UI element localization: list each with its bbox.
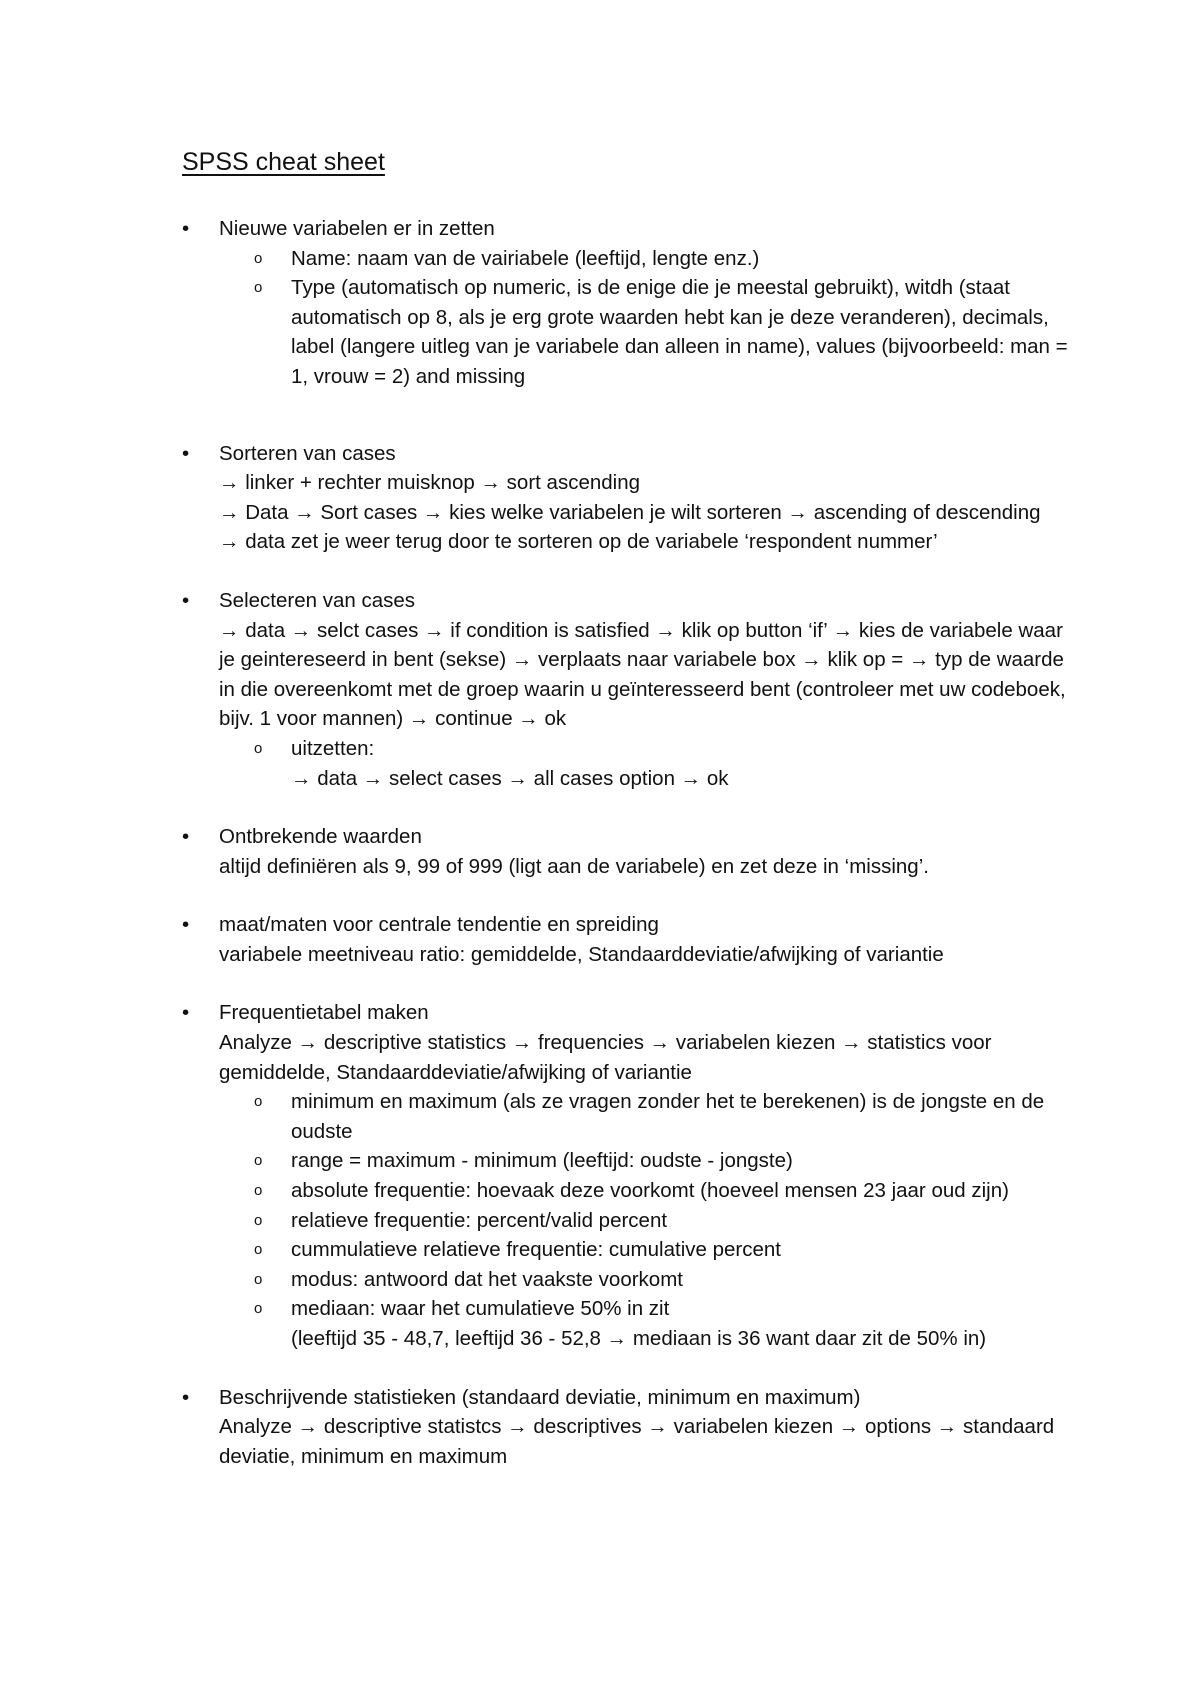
- sub-list: [255, 734, 1072, 793]
- section-sort-cases: [182, 439, 1072, 557]
- circle-bullet-icon: o: [254, 249, 263, 267]
- circle-bullet-icon: o: [254, 279, 263, 297]
- section-missing-values: [182, 822, 1072, 881]
- circle-bullet-icon: o: [254, 1300, 263, 1318]
- bullet-icon: •: [182, 441, 190, 465]
- section-line: → data zet je weer terug door te sorteren op de variabele ‘respondent nummer’: [219, 530, 938, 554]
- section-line: → Data → Sort cases → kies welke variabelen je wilt sorteren → ascending of descending: [219, 500, 1041, 524]
- document-body: [182, 214, 1072, 1471]
- sub-item: o range = maximum - minimum (leeftijd: oudste - jongste): [255, 1146, 1072, 1176]
- section-new-variables: [182, 214, 1072, 392]
- section-line: → data → selct cases → if condition is satisfied → klik op button ‘if’ → kies de variabele waar je geintereseerd in bent (sekse) → verplaats naar variabele box → klik op = → typ de waarde in die overeenkomt met de groep waarin u geïnteresseerd bent (controleer met uw codeboek, bijv. 1 voor mannen) → continue → ok: [219, 618, 1066, 731]
- circle-bullet-icon: o: [254, 1241, 263, 1259]
- bullet-icon: •: [182, 217, 190, 240]
- section-line: → linker + rechter muisknop → sort ascending: [219, 471, 641, 495]
- section-heading: Ontbrekende waarden: [219, 825, 422, 849]
- sub-item: o Name: naam van de vairiabele (leeftijd, lengte enz.): [255, 244, 1072, 274]
- sub-item: o mediaan: waar het cumulatieve 50% in zit (leeftijd 35 - 48,7, leeftijd 36 - 52,8 → mediaan is 36 want daar zit de 50% in): [255, 1294, 1072, 1353]
- sub-item: o Type (automatisch op numeric, is de enige die je meestal gebruikt), witdh (staat automatisch op 8, als je erg grote waarden hebt kan je deze veranderen), decimals, label (langere uitleg van je variabele dan alleen in name), values (bijvoorbeeld: man = 1, vrouw = 2) and missing: [255, 273, 1072, 391]
- circle-bullet-icon: o: [254, 1270, 263, 1288]
- sub-item: o relatieve frequentie: percent/valid percent: [255, 1206, 1072, 1236]
- section-heading: Nieuwe variabelen er in zetten: [219, 217, 495, 240]
- section-central-tendency: [182, 910, 1072, 969]
- section-heading: Sorteren van cases: [219, 441, 396, 465]
- section-heading: Beschrijvende statistieken (standaard deviatie, minimum en maximum): [219, 1385, 861, 1409]
- sub-list: [255, 1087, 1072, 1353]
- section-line: Analyze → descriptive statistcs → descriptives → variabelen kiezen → options → standaard deviatie, minimum en maximum: [219, 1415, 1055, 1468]
- section-line: variabele meetniveau ratio: gemiddelde, Standaarddeviatie/afwijking of variantie: [219, 942, 944, 966]
- bullet-icon: •: [182, 825, 190, 849]
- section-heading: Selecteren van cases: [219, 588, 416, 612]
- page-title: SPSS cheat sheet: [182, 148, 385, 176]
- section-heading: maat/maten voor centrale tendentie en spreiding: [219, 913, 659, 937]
- circle-bullet-icon: o: [254, 1211, 263, 1229]
- sub-item: o absolute frequentie: hoevaak deze voorkomt (hoeveel mensen 23 jaar oud zijn): [255, 1176, 1072, 1206]
- sub-item: o minimum en maximum (als ze vragen zonder het te berekenen) is de jongste en de oudste: [255, 1087, 1072, 1146]
- circle-bullet-icon: o: [254, 739, 263, 757]
- section-frequency-table: [182, 998, 1072, 1353]
- section-descriptive-statistics: [182, 1383, 1072, 1472]
- section-line: Analyze → descriptive statistics → frequencies → variabelen kiezen → statistics voor gemiddelde, Standaarddeviatie/afwijking of variantie: [219, 1031, 992, 1084]
- bullet-icon: •: [182, 1001, 190, 1025]
- circle-bullet-icon: o: [254, 1093, 263, 1111]
- sub-list: [255, 244, 1072, 392]
- section-line: altijd definiëren als 9, 99 of 999 (ligt aan de variabele) en zet deze in ‘missing’.: [219, 854, 929, 878]
- section-heading: Frequentietabel maken: [219, 1001, 429, 1025]
- sub-item: o uitzetten: → data → select cases → all cases option → ok: [255, 734, 1072, 793]
- circle-bullet-icon: o: [254, 1152, 263, 1170]
- bullet-icon: •: [182, 1385, 190, 1409]
- bullet-icon: •: [182, 588, 190, 612]
- circle-bullet-icon: o: [254, 1182, 263, 1200]
- section-select-cases: [182, 586, 1072, 793]
- bullet-icon: •: [182, 913, 190, 937]
- sub-item: o modus: antwoord dat het vaakste voorkomt: [255, 1265, 1072, 1295]
- sub-item: o cummulatieve relatieve frequentie: cumulative percent: [255, 1235, 1072, 1265]
